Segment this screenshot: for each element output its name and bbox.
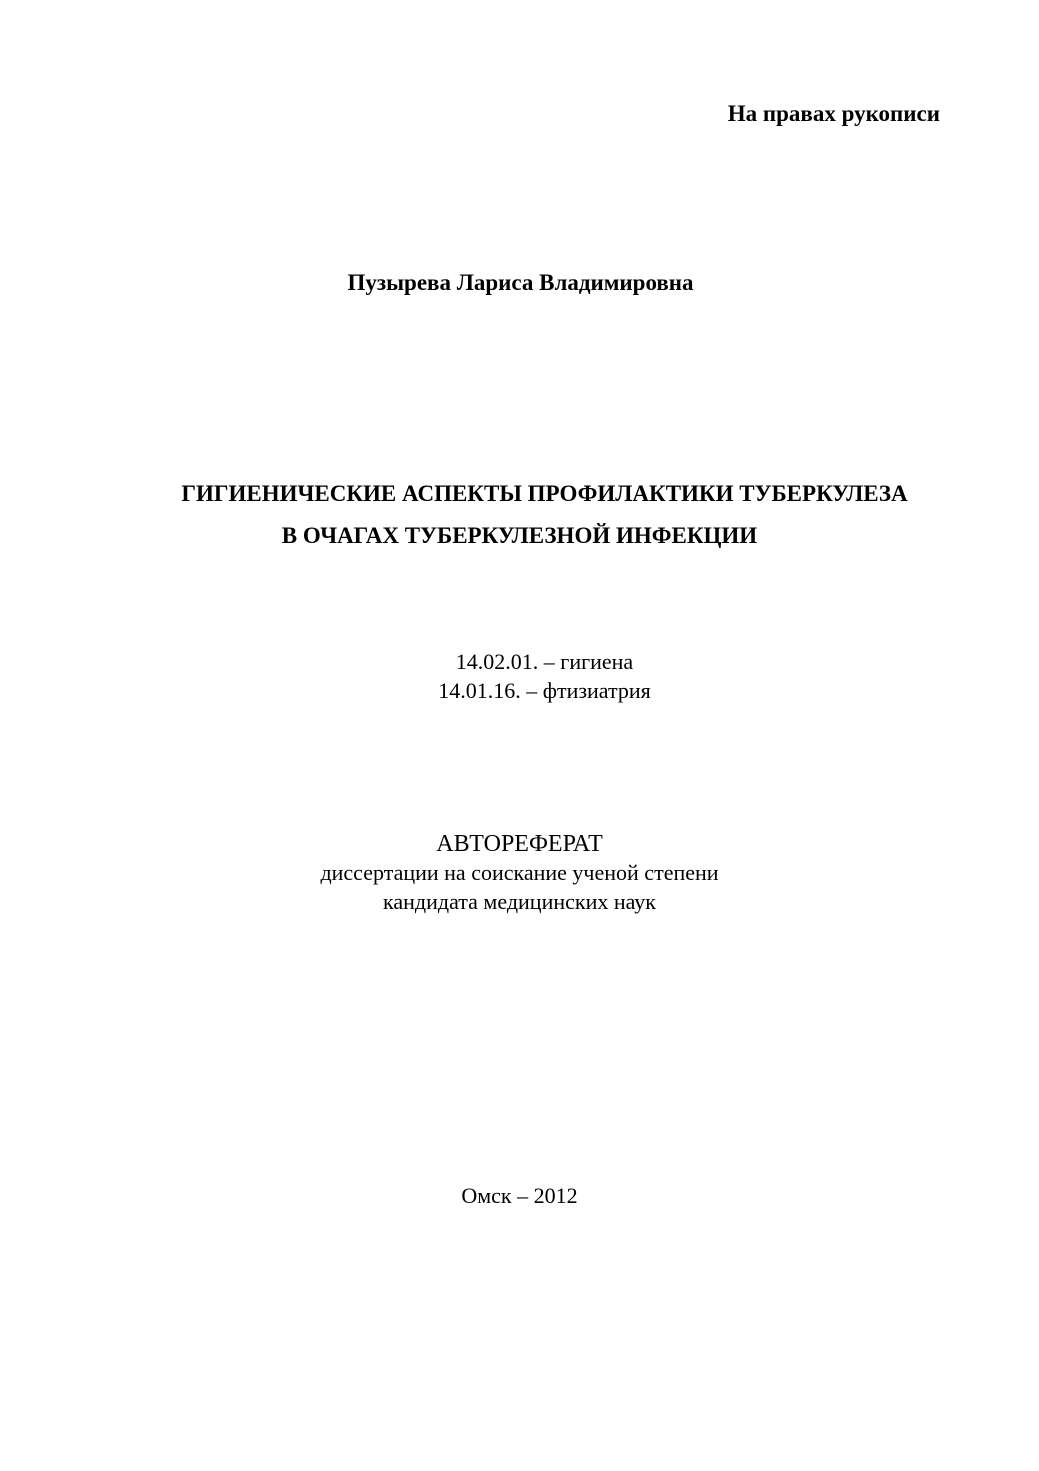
dissertation-title-line-2: В ОЧАГАХ ТУБЕРКУЛЕЗНОЙ ИНФЕКЦИИ bbox=[281, 523, 758, 548]
abstract-description-line-1: диссертации на соискание ученой степени bbox=[320, 860, 719, 885]
place-and-year: Омск – 2012 bbox=[461, 1183, 578, 1208]
abstract-description-line-2: кандидата медицинских наук bbox=[383, 889, 656, 914]
dissertation-title-line-1: ГИГИЕНИЧЕСКИЕ АСПЕКТЫ ПРОФИЛАКТИКИ ТУБЕРКУЛЕЗА bbox=[181, 481, 908, 506]
rights-notice: На правах рукописи bbox=[727, 101, 940, 126]
abstract-label: АВТОРЕФЕРАТ bbox=[436, 831, 603, 857]
author-name: Пузырева Лариса Владимировна bbox=[347, 270, 694, 295]
specialty-code-2: 14.01.16. – фтизиатрия bbox=[438, 678, 651, 703]
specialty-code-1: 14.02.01. – гигиена bbox=[455, 649, 634, 674]
